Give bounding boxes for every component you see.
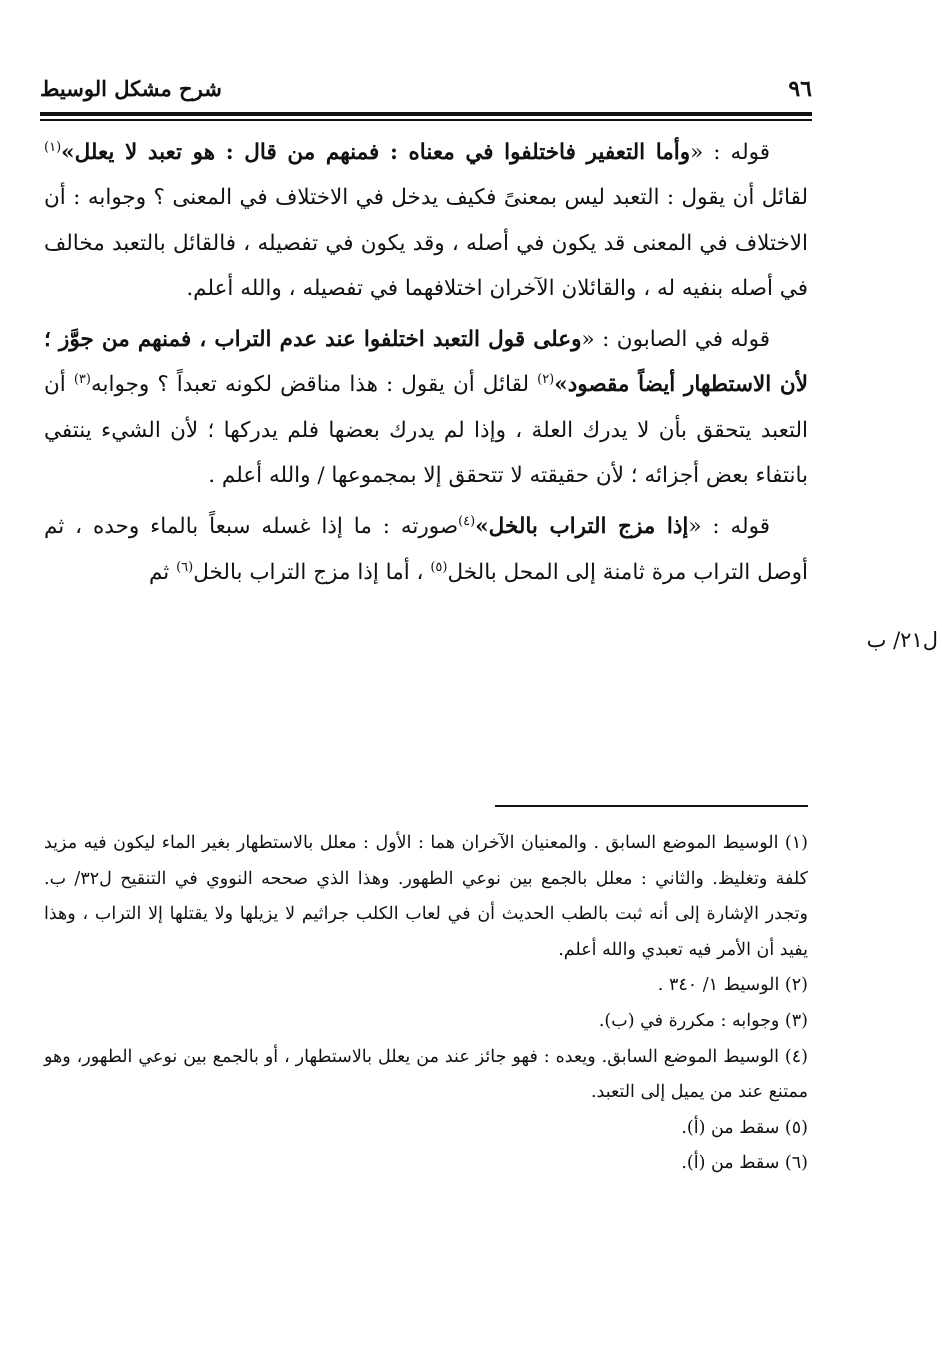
footnotes	[44, 826, 808, 1182]
header-rule-thick	[40, 112, 812, 116]
footnote-3: (٣) وجوابه : مكررة في (ب).	[598, 1010, 808, 1031]
paragraph-taafir	[44, 130, 808, 311]
footnote-ref-5[interactable]: (٥)	[430, 559, 448, 575]
page-header	[40, 76, 812, 110]
paragraph-lead: قوله في الصابون : «	[581, 327, 770, 353]
paragraph-body: لقائل أن يقول : التعبد ليس بمعنىً فكيف يدخل في الاختلاف في المعنى ؟ وجوابه : أن الاختلاف في المعنى قد يكون في أصله ، وقد يكون في تفصيله ، فالقائل بالتعبد مخالف في أصله بنفيه له ، والقائلان الآخران اختلافهما في تفصيله ، والله أعلم.	[44, 185, 808, 301]
manuscript-folio-note: ل٢١/ ب	[866, 628, 938, 652]
paragraph-lead: قوله : «	[690, 140, 771, 165]
page-number: ٩٦	[788, 76, 812, 102]
paragraph-saboon	[44, 317, 808, 498]
paragraph-body: لقائل أن يقول : هذا مناقض لكونه تعبداً ؟ وجوابه	[90, 372, 538, 398]
paragraph-body-rest: أن التعبد يتحقق بأن لا يدرك العلة ، وإذا لم يدرك بعضها فلم يدركها ؛ لأن الشيء ينتفي بانتفاء بعض أجزائه ؛ لأن حقيقته لا تتحقق إلا بمجموعها / والله أعلم .	[44, 372, 808, 489]
footnote-1: (١) الوسيط الموضع السابق . والمعنيان الآخران هما : الأول : معلل بالاستطهار بغير الماء ليكون فيه مزيد كلفة وتغليظ. والثاني : معلل بالجمع بين نوعي الطهور. وهذا الذي صححه النووي في التنقيح ل٣٢/ ب. وتجدر الإشارة إلى أنه ثبت بالطب الحديث أن في لعاب الكلب جراثيم لا يزيلها ولا يقتلها إلا التراب ، وهذا يفيد أن الأمر فيه تعبدي والله أعلم.	[44, 833, 808, 960]
footnote-4: (٤) الوسيط الموضع السابق. ويعده : فهو جائز عند من يعلل بالاستطهار ، أو بالجمع بين نوعي الطهور، وهو ممتنع عند من يميل إلى التعبد.	[44, 1046, 808, 1103]
footnote-separator	[495, 805, 808, 807]
footnote-ref-4[interactable]: (٤)	[458, 514, 476, 530]
footnote-ref-1[interactable]: (١)	[44, 139, 62, 155]
paragraph-body-end: ثم	[148, 559, 177, 585]
header-rule-thin	[40, 119, 812, 121]
quoted-text: وأما التعفير فاختلفوا في معناه : فمنهم من قال : هو تعبد لا يعلل	[74, 140, 691, 165]
footnote-6: (٦) سقط من (أ).	[681, 1153, 808, 1174]
running-title: شرح مشكل الوسيط	[40, 76, 222, 101]
footnote-ref-2[interactable]: (٢)	[537, 372, 555, 388]
quoted-text: وعلى قول التعبد اختلفوا عند عدم التراب ، فمنهم من جوَّز ؛ لأن الاستطهار أيضاً مقصود	[44, 327, 808, 398]
quoted-text: إذا مزج التراب بالخل	[488, 514, 689, 540]
paragraph-khal	[44, 504, 808, 595]
quote-close: »	[61, 140, 75, 165]
main-text	[44, 130, 808, 595]
quote-close: »	[475, 514, 489, 540]
paragraph-body: صورته : ما إذا غسله سبعاً بالماء وحده ، ثم أوصل التراب مرة ثامنة إلى المحل بالخل	[44, 514, 808, 585]
quote-close: »	[554, 372, 568, 398]
paragraph-body-mid: ، أما إذا مزج التراب بالخل	[193, 559, 431, 585]
paragraph-lead: قوله : «	[688, 514, 770, 540]
footnote-ref-3[interactable]: (٣)	[73, 372, 91, 388]
footnote-5: (٥) سقط من (أ).	[681, 1117, 808, 1138]
footnote-2: (٢) الوسيط ١/ ٣٤٠ .	[657, 975, 808, 996]
footnote-ref-6[interactable]: (٦)	[176, 559, 194, 575]
